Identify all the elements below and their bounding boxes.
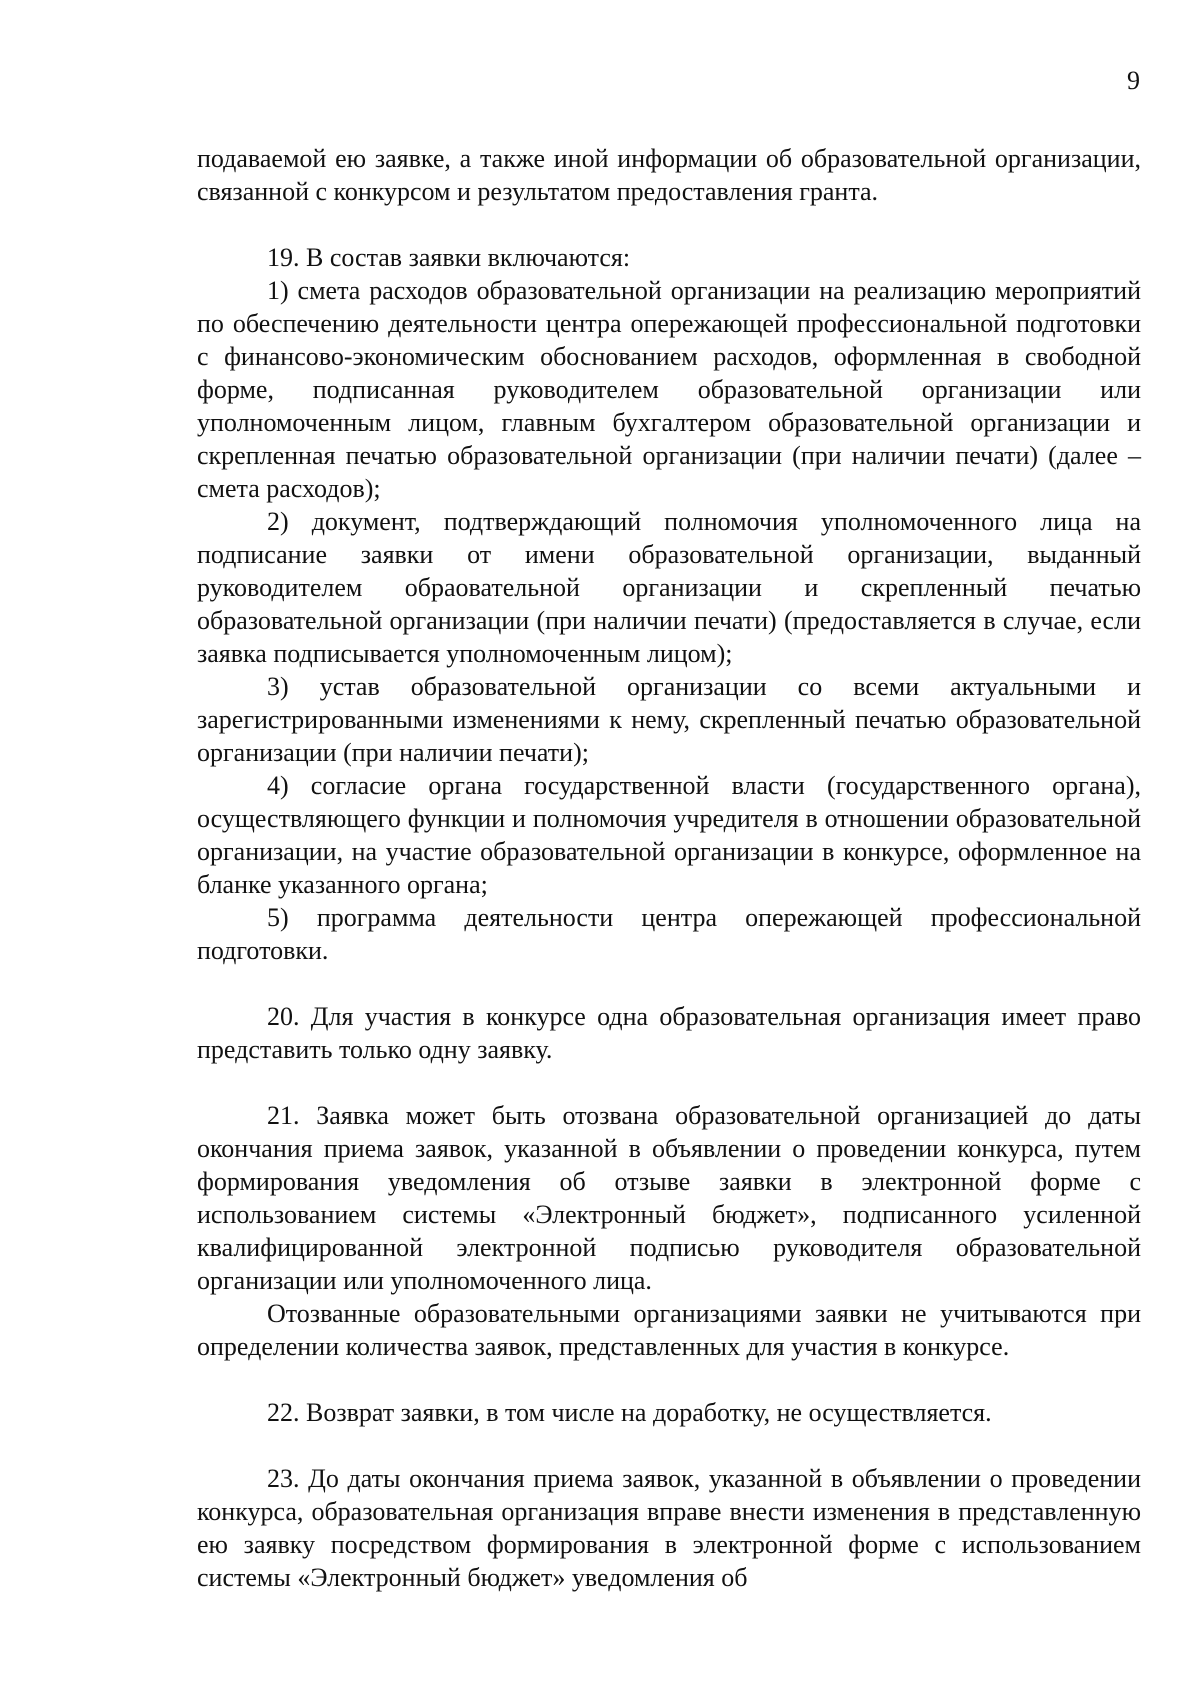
- document-body: [197, 142, 1141, 1594]
- paragraph-continuation: подаваемой ею заявке, а также иной информации об образовательной организации, связанной с конкурсом и результатом предоставления гранта.: [197, 144, 1141, 206]
- list-item-3: 3) устав образовательной организации со всеми актуальными и зарегистрированными изменениями к нему, скрепленный печатью образовательной организации (при наличии печати);: [197, 672, 1141, 767]
- list-item-1: 1) смета расходов образовательной организации на реализацию мероприятий по обеспечению деятельности центра опережающей профессиональной подготовки с финансово-экономическим обоснованием расходов, оформленная в свободной форме, подписанная руководителем образовательной организации или уполномоченным лицом, главным бухгалтером образовательной организации и скрепленная печатью образовательной организации (при наличии печати) (далее – смета расходов);: [197, 276, 1141, 503]
- paragraph-21-note: Отозванные образовательными организациями заявки не учитываются при определении количества заявок, представленных для участия в конкурсе.: [197, 1299, 1141, 1361]
- list-item-5: 5) программа деятельности центра опережающей профессиональной подготовки.: [197, 903, 1141, 965]
- list-item-2: 2) документ, подтверждающий полномочия уполномоченного лица на подписание заявки от имени образовательной организации, выданный руководителем обраовательной организации и скрепленный печатью образовательной организации (при наличии печати) (предоставляется в случае, если заявка подписывается уполномоченным лицом);: [197, 507, 1141, 668]
- list-item-4: 4) согласие органа государственной власти (государственного органа), осуществляющего функции и полномочия учредителя в отношении образовательной организации, на участие образовательной организации в конкурсе, оформленное на бланке указанного органа;: [197, 771, 1141, 899]
- paragraph-20: 20. Для участия в конкурсе одна образовательная организация имеет право представить только одну заявку.: [197, 1002, 1141, 1064]
- page-number: 9: [1127, 66, 1140, 95]
- paragraph-22: 22. Возврат заявки, в том числе на доработку, не осуществляется.: [267, 1398, 992, 1427]
- paragraph-21: 21. Заявка может быть отозвана образовательной организацией до даты окончания приема заявок, указанной в объявлении о проведении конкурса, путем формирования уведомления об отзыве заявки в электронной форме с использованием системы «Электронный бюджет», подписанного усиленной квалифицированной электронной подписью руководителя образовательной организации или уполномоченного лица.: [197, 1101, 1141, 1295]
- paragraph-23: 23. До даты окончания приема заявок, указанной в объявлении о проведении конкурса, образовательная организация вправе внести изменения в представленную ею заявку посредством формирования в электронной форме с использованием системы «Электронный бюджет» уведомления об: [197, 1464, 1141, 1592]
- paragraph-19: 19. В состав заявки включаются:: [267, 243, 631, 272]
